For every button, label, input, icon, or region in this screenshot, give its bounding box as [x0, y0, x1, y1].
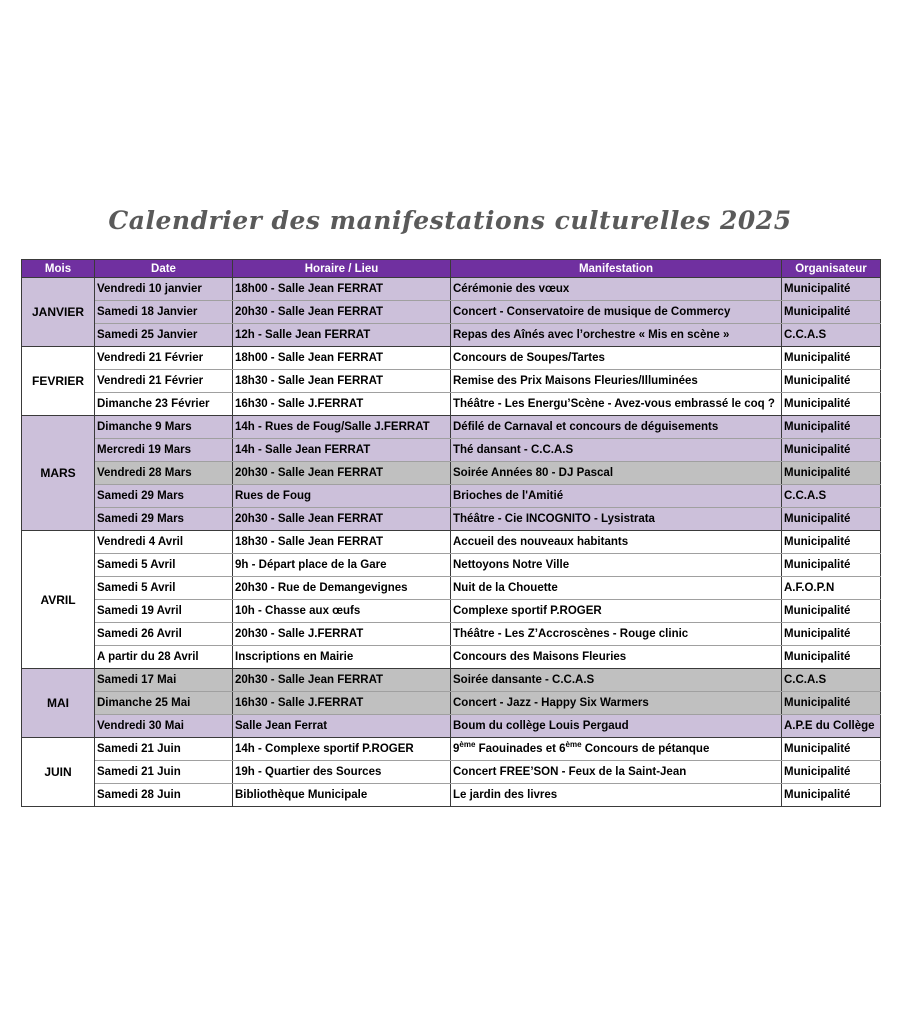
organisateur-cell: Municipalité [782, 623, 881, 646]
table-row [22, 761, 881, 784]
table-row [22, 462, 881, 485]
table-row [22, 600, 881, 623]
manifestation-cell: Concert - Conservatoire de musique de Commercy [451, 301, 782, 324]
horaire-cell: Salle Jean Ferrat [233, 715, 451, 738]
manifestation-cell [451, 738, 782, 761]
table-row [22, 301, 881, 324]
table-row [22, 646, 881, 669]
organisateur-cell: Municipalité [782, 416, 881, 439]
manifestation-cell: Théâtre - Les Energu’Scène - Avez-vous embrassé le coq ? [451, 393, 782, 416]
table-row [22, 485, 881, 508]
table-row [22, 692, 881, 715]
horaire-cell: 18h00 - Salle Jean FERRAT [233, 278, 451, 301]
horaire-cell: 14h - Rues de Foug/Salle J.FERRAT [233, 416, 451, 439]
date-cell: Samedi 19 Avril [95, 600, 233, 623]
manifestation-cell: Concours des Maisons Fleuries [451, 646, 782, 669]
organisateur-cell: Municipalité [782, 462, 881, 485]
organisateur-cell: Municipalité [782, 347, 881, 370]
horaire-cell: 20h30 - Salle Jean FERRAT [233, 301, 451, 324]
date-cell: Samedi 5 Avril [95, 577, 233, 600]
horaire-cell: 18h30 - Salle Jean FERRAT [233, 370, 451, 393]
date-cell: Dimanche 9 Mars [95, 416, 233, 439]
superscript: ème [565, 740, 582, 750]
manifestation-text: 9 [453, 743, 460, 755]
horaire-cell: 10h - Chasse aux œufs [233, 600, 451, 623]
header-mois: Mois [22, 260, 95, 278]
date-cell: Vendredi 21 Février [95, 347, 233, 370]
manifestation-cell: Soirée dansante - C.C.A.S [451, 669, 782, 692]
horaire-cell: 9h - Départ place de la Gare [233, 554, 451, 577]
horaire-cell: 20h30 - Salle Jean FERRAT [233, 508, 451, 531]
horaire-cell: 14h - Complexe sportif P.ROGER [233, 738, 451, 761]
manifestation-cell: Nettoyons Notre Ville [451, 554, 782, 577]
date-cell: A partir du 28 Avril [95, 646, 233, 669]
organisateur-cell: Municipalité [782, 508, 881, 531]
manifestation-cell: Défilé de Carnaval et concours de déguisements [451, 416, 782, 439]
manifestation-cell: Théâtre - Les Z’Accroscènes - Rouge clinic [451, 623, 782, 646]
table-row [22, 278, 881, 301]
date-cell: Mercredi 19 Mars [95, 439, 233, 462]
manifestation-cell: Théâtre - Cie INCOGNITO - Lysistrata [451, 508, 782, 531]
manifestation-text: Concours de pétanque [581, 743, 710, 755]
organisateur-cell: Municipalité [782, 439, 881, 462]
table-row [22, 531, 881, 554]
organisateur-cell: Municipalité [782, 554, 881, 577]
table-row [22, 623, 881, 646]
organisateur-cell: Municipalité [782, 692, 881, 715]
horaire-cell: 18h00 - Salle Jean FERRAT [233, 347, 451, 370]
header-horaire-lieu: Horaire / Lieu [233, 260, 451, 278]
manifestation-cell: Nuit de la Chouette [451, 577, 782, 600]
horaire-cell: 19h - Quartier des Sources [233, 761, 451, 784]
organisateur-cell: Municipalité [782, 370, 881, 393]
manifestation-cell: Concours de Soupes/Tartes [451, 347, 782, 370]
organisateur-cell: Municipalité [782, 600, 881, 623]
month-cell-avril: AVRIL [22, 531, 95, 669]
organisateur-cell: Municipalité [782, 278, 881, 301]
date-cell: Samedi 29 Mars [95, 508, 233, 531]
date-cell: Dimanche 23 Février [95, 393, 233, 416]
table-row [22, 508, 881, 531]
table-row [22, 784, 881, 807]
horaire-cell: 18h30 - Salle Jean FERRAT [233, 531, 451, 554]
organisateur-cell: Municipalité [782, 646, 881, 669]
organisateur-cell: C.C.A.S [782, 669, 881, 692]
month-cell-juin: JUIN [22, 738, 95, 807]
manifestation-cell: Boum du collège Louis Pergaud [451, 715, 782, 738]
date-cell: Samedi 17 Mai [95, 669, 233, 692]
organisateur-cell: C.C.A.S [782, 324, 881, 347]
horaire-cell: 20h30 - Salle Jean FERRAT [233, 462, 451, 485]
manifestation-cell: Cérémonie des vœux [451, 278, 782, 301]
table-header-row [22, 260, 881, 278]
table-row [22, 439, 881, 462]
manifestation-cell: Concert - Jazz - Happy Six Warmers [451, 692, 782, 715]
organisateur-cell: Municipalité [782, 531, 881, 554]
horaire-cell: 20h30 - Salle Jean FERRAT [233, 669, 451, 692]
date-cell: Samedi 26 Avril [95, 623, 233, 646]
date-cell: Vendredi 4 Avril [95, 531, 233, 554]
manifestation-cell: Repas des Aînés avec l’orchestre « Mis en scène » [451, 324, 782, 347]
organisateur-cell: A.F.O.P.N [782, 577, 881, 600]
date-cell: Vendredi 10 janvier [95, 278, 233, 301]
organisateur-cell: Municipalité [782, 784, 881, 807]
horaire-cell: 16h30 - Salle J.FERRAT [233, 393, 451, 416]
month-cell-mai: MAI [22, 669, 95, 738]
table-row [22, 324, 881, 347]
table-row [22, 669, 881, 692]
date-cell: Samedi 28 Juin [95, 784, 233, 807]
organisateur-cell: Municipalité [782, 738, 881, 761]
organisateur-cell: Municipalité [782, 761, 881, 784]
superscript: ème [459, 740, 476, 750]
date-cell: Samedi 21 Juin [95, 761, 233, 784]
date-cell: Samedi 21 Juin [95, 738, 233, 761]
table-row [22, 577, 881, 600]
table-row [22, 416, 881, 439]
horaire-cell: 14h - Salle Jean FERRAT [233, 439, 451, 462]
horaire-cell: 12h - Salle Jean FERRAT [233, 324, 451, 347]
manifestation-cell: Accueil des nouveaux habitants [451, 531, 782, 554]
table-row [22, 347, 881, 370]
manifestation-cell: Thé dansant - C.C.A.S [451, 439, 782, 462]
date-cell: Samedi 18 Janvier [95, 301, 233, 324]
organisateur-cell: Municipalité [782, 393, 881, 416]
events-table [21, 259, 881, 807]
manifestation-cell: Complexe sportif P.ROGER [451, 600, 782, 623]
horaire-cell: Bibliothèque Municipale [233, 784, 451, 807]
header-manifestation: Manifestation [451, 260, 782, 278]
manifestation-cell: Brioches de l'Amitié [451, 485, 782, 508]
manifestation-cell: Remise des Prix Maisons Fleuries/Illuminées [451, 370, 782, 393]
manifestation-text: Faouinades et 6 [475, 743, 566, 755]
month-cell-janvier: JANVIER [22, 278, 95, 347]
month-cell-mars: MARS [22, 416, 95, 531]
manifestation-cell: Concert FREE’SON - Feux de la Saint-Jean [451, 761, 782, 784]
date-cell: Samedi 5 Avril [95, 554, 233, 577]
manifestation-cell: Le jardin des livres [451, 784, 782, 807]
date-cell: Vendredi 21 Février [95, 370, 233, 393]
date-cell: Samedi 29 Mars [95, 485, 233, 508]
date-cell: Vendredi 30 Mai [95, 715, 233, 738]
date-cell: Dimanche 25 Mai [95, 692, 233, 715]
horaire-cell: Inscriptions en Mairie [233, 646, 451, 669]
page-title: Calendrier des manifestations culturelles 2025 [108, 206, 792, 235]
header-date: Date [95, 260, 233, 278]
table-row [22, 554, 881, 577]
month-cell-fevrier: FEVRIER [22, 347, 95, 416]
table-row [22, 370, 881, 393]
table-row [22, 393, 881, 416]
date-cell: Vendredi 28 Mars [95, 462, 233, 485]
horaire-cell: 20h30 - Rue de Demangevignes [233, 577, 451, 600]
table-row [22, 715, 881, 738]
organisateur-cell: A.P.E du Collège [782, 715, 881, 738]
horaire-cell: 20h30 - Salle J.FERRAT [233, 623, 451, 646]
date-cell: Samedi 25 Janvier [95, 324, 233, 347]
horaire-cell: Rues de Foug [233, 485, 451, 508]
header-organisateur: Organisateur [782, 260, 881, 278]
organisateur-cell: C.C.A.S [782, 485, 881, 508]
organisateur-cell: Municipalité [782, 301, 881, 324]
table-row [22, 738, 881, 761]
manifestation-cell: Soirée Années 80 - DJ Pascal [451, 462, 782, 485]
horaire-cell: 16h30 - Salle J.FERRAT [233, 692, 451, 715]
